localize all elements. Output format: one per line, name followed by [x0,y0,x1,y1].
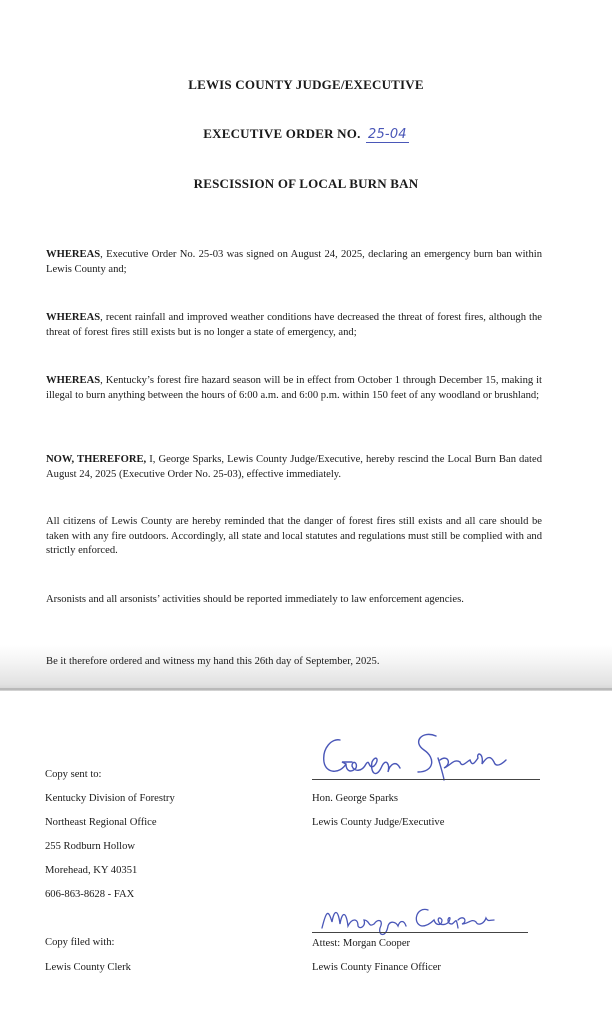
signature-line-judge [312,779,540,780]
paragraph-text: I, George Sparks, Lewis County Judge/Executive, hereby rescind the Local Burn Ban dated August 24, 2025 (Executive Order No. 25-03), effective immediately. [46,454,542,480]
signature-line-attest [312,932,528,933]
whereas-lead: WHEREAS [46,375,101,386]
copy-sent-line: 606-863-8628 - FAX [45,889,135,900]
judge-title: Lewis County Judge/Executive [312,817,445,828]
copy-sent-line: Morehead, KY 40351 [45,865,138,876]
copy-sent-label: Copy sent to: [45,769,102,780]
paragraph-text: , recent rainfall and improved weather conditions have decreased the threat of forest fires, although the threat of forest fires still exists but is no longer a state of emergency, and; [46,312,542,338]
judge-name: Hon. George Sparks [312,793,399,804]
copy-sent-line: Kentucky Division of Forestry [45,793,175,804]
whereas-paragraph-3 [46,374,542,403]
whereas-lead: WHEREAS [46,312,101,323]
now-therefore-paragraph [46,453,542,482]
attest-title: Lewis County Finance Officer [312,962,441,973]
george-sparks-signature [310,728,542,784]
office-title: LEWIS COUNTY JUDGE/EXECUTIVE [188,77,424,92]
whereas-lead: WHEREAS [46,249,101,260]
order-label: EXECUTIVE ORDER NO. [203,126,361,141]
order-heading [0,126,612,142]
citizens-reminder-paragraph: All citizens of Lewis County are hereby reminded that the danger of forest fires still exists and all care should be taken with any fire outdoors. Accordingly, all state and local statutes and regulations must still be complied with and strictly enforced. [46,516,542,556]
order-number-handwritten: 25-04 [367,127,407,142]
copy-sent-line: Northeast Regional Office [45,817,157,828]
now-therefore-lead: NOW, THEREFORE, [46,454,147,465]
attest-name: Attest: Morgan Cooper [312,938,411,949]
page-fold-edge [0,688,612,690]
whereas-paragraph-2 [46,311,542,340]
whereas-paragraph-1 [46,248,542,277]
arsonists-paragraph: Arsonists and all arsonists’ activities should be reported immediately to law enforcement agencies. [46,594,464,605]
copy-filed-label: Copy filed with: [45,937,115,948]
witness-paragraph: Be it therefore ordered and witness my hand this 26th day of September, 2025. [46,656,380,667]
order-subject: RESCISSION OF LOCAL BURN BAN [193,176,419,191]
copy-filed-line: Lewis County Clerk [45,962,131,973]
copy-sent-line: 255 Rodburn Hollow [45,841,136,852]
paragraph-text: , Executive Order No. 25-03 was signed on August 24, 2025, declaring an emergency burn ban within Lewis County and; [46,249,542,275]
paragraph-text: , Kentucky’s forest fire hazard season will be in effect from October 1 through December 15, making it illegal to burn anything between the hours of 6:00 a.m. and 6:00 p.m. within 150 feet of any woodland or brushland; [46,375,542,401]
